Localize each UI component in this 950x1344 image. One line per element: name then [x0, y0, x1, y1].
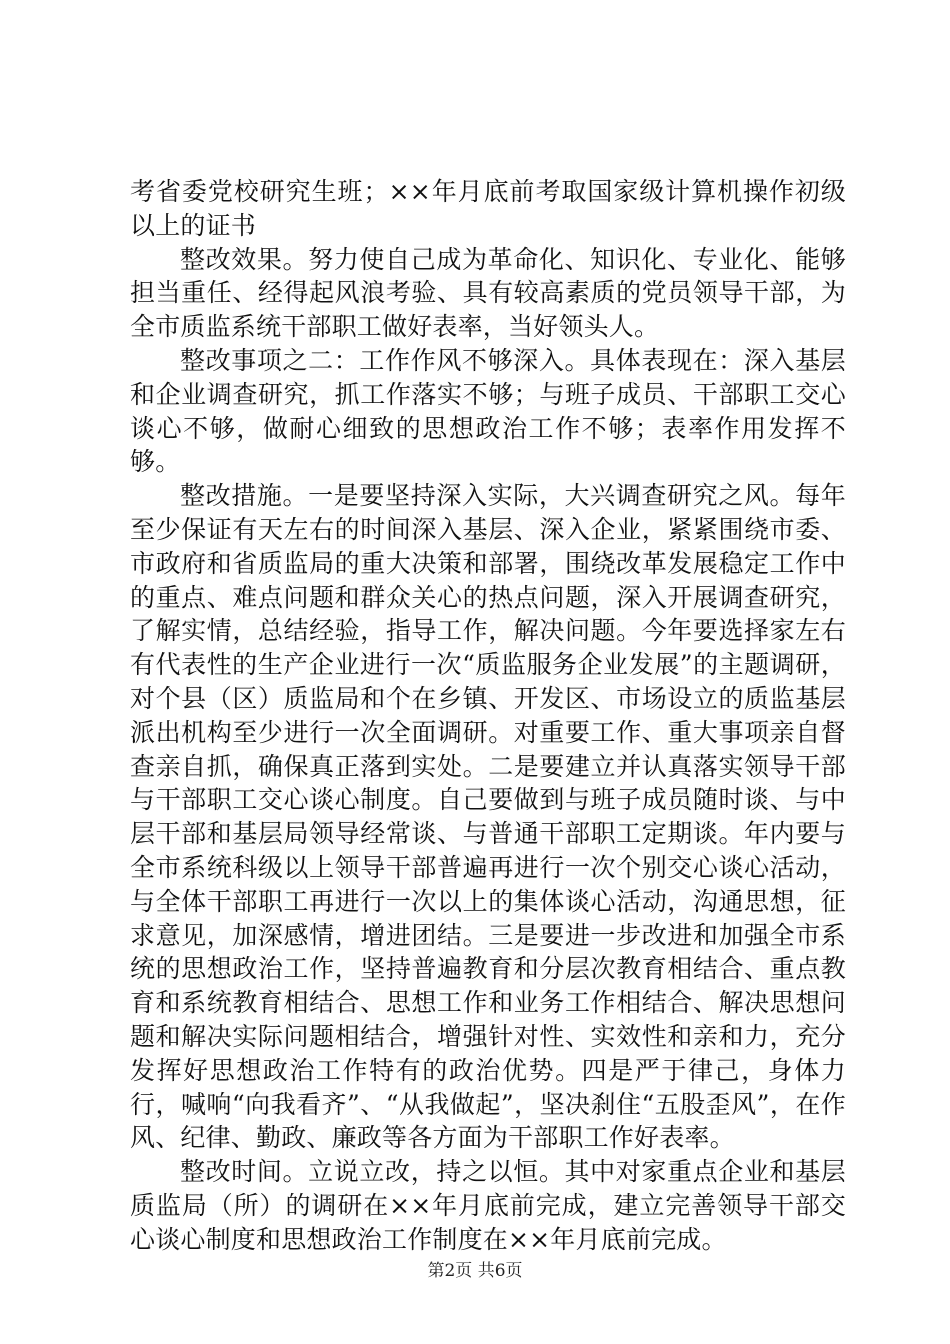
paragraph-rectification-time: 整改时间。立说立改，持之以恒。其中对家重点企业和基层质监局（所）的调研在××年月底前完成，建立完善领导干部交心谈心制度和思想政治工作制度在××年月底前完成。	[130, 1157, 846, 1254]
paragraph-rectification-measures: 整改措施。一是要坚持深入实际，大兴调查研究之风。每年至少保证有天左右的时间深入基层、深入企业，紧紧围绕市委、市政府和省质监局的重大决策和部署，围绕改革发展稳定工作中的重点、难点问题和群众关心的热点问题，深入开展调查研究，了解实情，总结经验，指导工作，解决问题。今年要选择家左右有代表性的生产企业进行一次“质监服务企业发展”的主题调研，对个县（区）质监局和个在乡镇、开发区、市场设立的质监基层派出机构至少进行一次全面调研。对重要工作、重大事项亲自督查亲自抓，确保真正落到实处。二是要建立并认真落实领导干部与干部职工交心谈心制度。自己要做到与班子成员随时谈、与中层干部和基层局领导经常谈、与普通干部职工定期谈。年内要与全市系统科级以上领导干部普遍再进行一次个别交心谈心活动，与全体干部职工再进行一次以上的集体谈心活动，沟通思想，征求意见，加深感情，增进团结。三是要进一步改进和加强全市系统的思想政治工作，坚持普遍教育和分层次教育相结合、重点教育和系统教育相结合、思想工作和业务工作相结合、解决思想问题和解决实际问题相结合，增强针对性、实效性和亲和力，充分发挥好思想政治工作特有的政治优势。四是严于律己，身体力行，喊响“向我看齐”、“从我做起”，坚决刹住“五股歪风”，在作风、纪律、勤政、廉政等各方面为干部职工作好表率。	[130, 481, 846, 1153]
document-body	[130, 175, 846, 1257]
paragraph-continuation: 考省委党校研究生班；××年月底前考取国家级计算机操作初级以上的证书	[130, 177, 846, 240]
paragraph-rectification-item-two: 整改事项之二：工作作风不够深入。具体表现在：深入基层和企业调查研究，抓工作落实不够；与班子成员、干部职工交心谈心不够，做耐心细致的思想政治工作不够；表率作用发挥不够。	[130, 345, 846, 477]
page-footer: 第2页 共6页	[427, 1261, 523, 1281]
paragraph-rectification-effect: 整改效果。努力使自己成为革命化、知识化、专业化、能够担当重任、经得起风浪考验、具有较高素质的党员领导干部，为全市质监系统干部职工做好表率，当好领头人。	[130, 244, 846, 342]
